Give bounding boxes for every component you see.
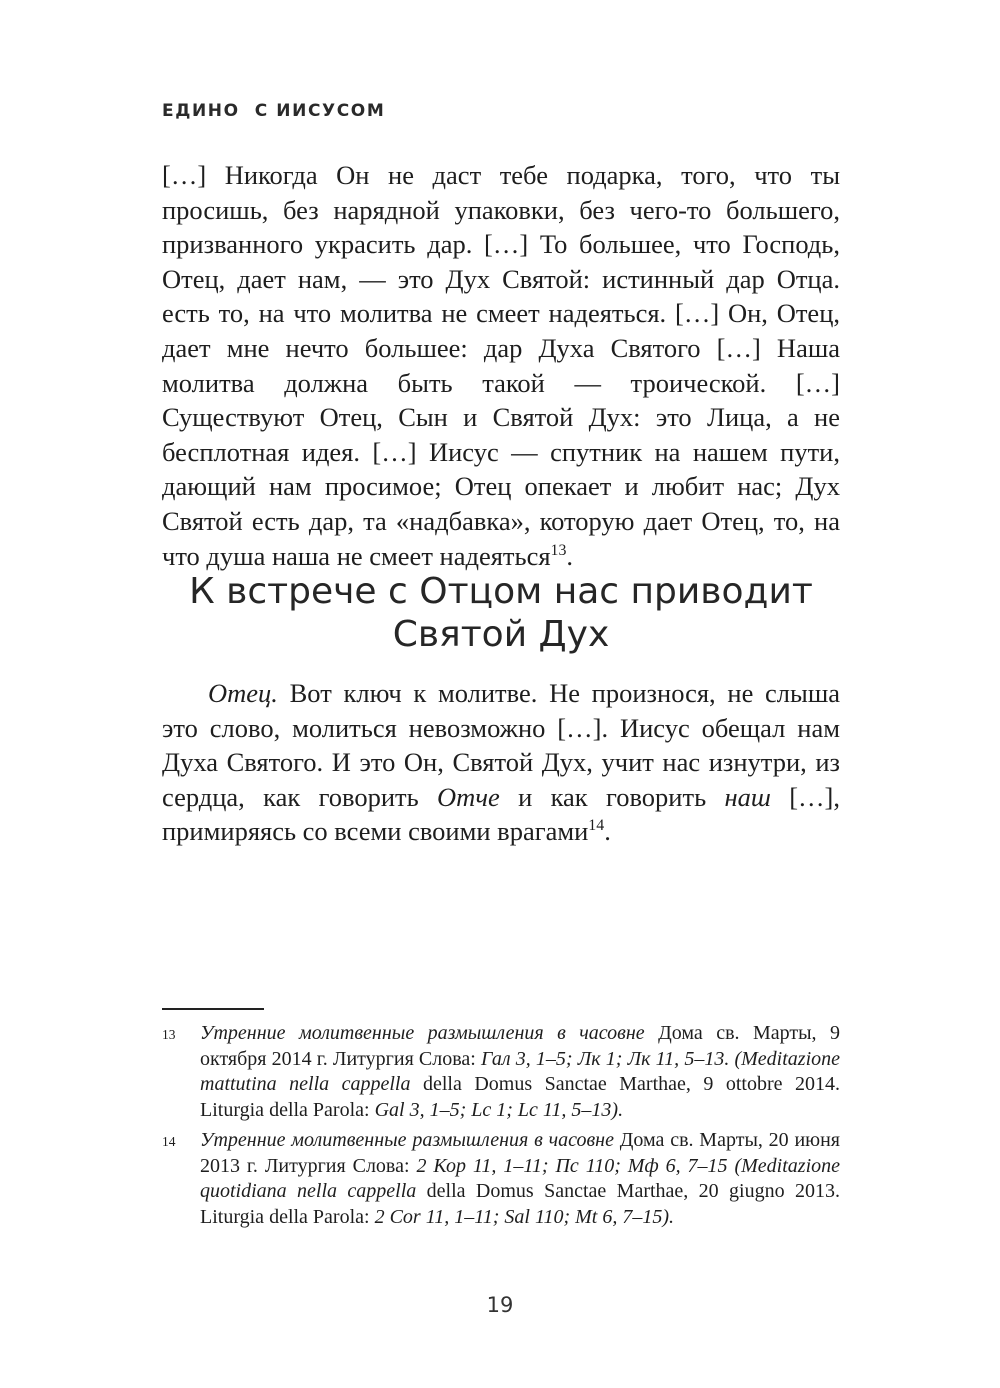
italic-text: Отче — [437, 781, 500, 812]
body-paragraph: Отец. Вот ключ к молитве. Не произнося, не слыша это слово, молиться невозможно […]. Иисус обещал нам Духа Святого. И это Он, Святой Дух, учит нас изнутри, из сердца, как говорить Отче и как говорить наш […], примиряясь со всеми своими врагами$^{14}$. — [162, 678, 840, 847]
italic-text: наш — [724, 781, 771, 812]
footnotes — [162, 1021, 840, 1235]
italic-text: 2 Cor 11, 1–11; Sal 110; Mt 6, 7–15). — [374, 1205, 675, 1228]
section-heading-line-2: Святой Дух — [392, 614, 610, 655]
italic-text: Отец. — [208, 678, 278, 708]
footnote-number: 13 — [162, 1027, 176, 1042]
footnote-14 — [162, 1128, 840, 1230]
footnote-text: Утренние молитвенные размышления в часовне Дома св. Марты, 20 июня 2013 г. Литургия Слова: 2 Кор 11, 1–11; Пс 110; Мф 6, 7–15 (Meditazione quotidiana nella cappella della Domus Sanctae Marthae, 20 giugno 2013. Liturgia della Parola: 2 Cor 11, 1–11; Sal 110; Mt 6, 7–15). — [200, 1129, 841, 1228]
footnote-number: 14 — [162, 1134, 176, 1149]
quote-block — [162, 158, 840, 573]
quote-paragraph: […] Никогда Он не даст тебе подарка, того, что ты просишь, без нарядной упаковки, без чего-то большего, призванного украсить дар. […] То большее, что Господь, Отец, дает нам, — это Дух Святой: истинный дар Отца. есть то, на что молитва не смеет надеяться. […] Он, Отец, дает мне нечто большее: дар Духа Святого […] Наша молитва должна быть такой — троической. […] Существуют Отец, Сын и Святой Дух: это Лица, а не бесплотная идея. […] Иисус — спутник на нашем пути, дающий нам просимое; Отец опекает и любит нас; Дух Святой есть дар, та «надбавка», которую дает Отец, то, на что душа наша не смеет надеяться$^{13}$. — [162, 160, 840, 571]
page-number: 19 — [486, 1293, 514, 1317]
running-head: ЕДИНО С ИИСУСОМ — [162, 101, 386, 121]
footnote-ref: 14 — [588, 817, 605, 835]
italic-text: Утренние молитвенные размышления в часовне — [200, 1022, 645, 1044]
footnote-separator — [162, 1008, 264, 1010]
footnote-text: Утренние молитвенные размышления в часовне Дома св. Марты, 9 октября 2014 г. Литургия Слова: Гал 3, 1–5; Лк 1; Лк 11, 5–13. (Meditazione mattutina nella cappella della Domus Sanctae Marthae, 9 ottobre 2014. Liturgia della Parola: Gal 3, 1–5; Lc 1; Lc 11, 5–13). — [200, 1022, 841, 1121]
italic-text: Утренние молитвенные размышления в часовне — [200, 1129, 614, 1151]
italic-text: Gal 3, 1–5; Lc 1; Lc 11, 5–13). — [374, 1098, 624, 1121]
italic-text: Гал 3, 1–5; Лк 1; Лк 11, 5–13. (Meditazione mattutina nella cappella — [200, 1047, 841, 1095]
footnote-ref: 13 — [550, 541, 567, 559]
body-text — [162, 676, 840, 849]
section-heading — [162, 570, 840, 656]
section-heading-line-1: К встрече с Отцом нас приводит — [189, 571, 813, 612]
italic-text: 2 Кор 11, 1–11; Пс 110; Мф 6, 7–15 (Meditazione quotidiana nella cappella — [200, 1154, 841, 1202]
footnote-13 — [162, 1021, 840, 1123]
